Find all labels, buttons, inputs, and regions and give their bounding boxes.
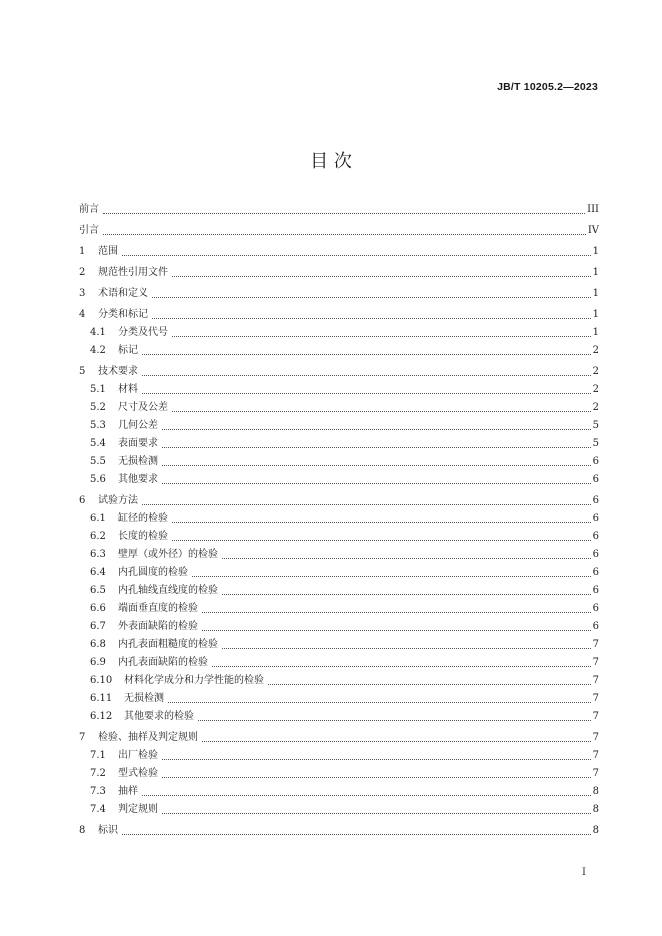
toc-entry-page: 6 (592, 513, 599, 524)
toc-entry[interactable] (79, 748, 599, 762)
dot-leader (142, 392, 591, 394)
dot-leader (103, 233, 586, 235)
toc-entry-number: 4.1 (90, 327, 106, 338)
toc-entry[interactable] (79, 454, 599, 468)
toc-entry-label: 内孔圆度的检验 (118, 567, 188, 578)
toc-entry-number: 5.3 (90, 420, 106, 431)
toc-entry-number: 4 (79, 309, 86, 320)
toc-entry[interactable] (79, 472, 599, 486)
toc-entry[interactable] (79, 364, 599, 378)
toc-entry[interactable] (79, 547, 599, 561)
toc-entry-label: 内孔表面粗糙度的检验 (118, 639, 218, 650)
dot-leader (192, 575, 591, 577)
toc-entry-number: 5.2 (90, 402, 106, 413)
toc-entry[interactable] (79, 223, 599, 237)
toc-entry[interactable] (79, 673, 599, 687)
toc-entry[interactable] (79, 511, 599, 525)
toc-entry[interactable] (79, 802, 599, 816)
dot-leader (142, 374, 591, 376)
toc-entry-number: 2 (79, 267, 86, 278)
toc-entry-label: 引言 (79, 225, 99, 236)
toc-entry[interactable] (79, 286, 599, 300)
dot-leader (268, 683, 591, 685)
toc-entry-page: 5 (592, 438, 599, 449)
dot-leader (162, 446, 591, 448)
toc-entry[interactable] (79, 709, 599, 723)
toc-entry-number: 6.5 (90, 585, 106, 596)
toc-entry-number: 7.1 (90, 750, 106, 761)
toc-entry-number: 6.7 (90, 621, 106, 632)
toc-entry[interactable] (79, 529, 599, 543)
toc-entry-page: 2 (592, 384, 599, 395)
toc-entry-label: 内孔表面缺陷的检验 (118, 657, 208, 668)
toc-entry-label: 检验、抽样及判定规则 (98, 732, 198, 743)
toc-entry-label: 型式检验 (118, 768, 158, 779)
toc-entry[interactable] (79, 583, 599, 597)
toc-entry-page: 7 (592, 693, 599, 704)
toc-entry[interactable] (79, 655, 599, 669)
toc-entry[interactable] (79, 244, 599, 258)
toc-entry-page: 7 (592, 639, 599, 650)
toc-entry-page: 5 (592, 420, 599, 431)
toc-entry-number: 5.1 (90, 384, 106, 395)
toc-entry[interactable] (79, 565, 599, 579)
toc-entry-page: 6 (592, 567, 599, 578)
toc-entry-page: 2 (592, 345, 599, 356)
toc-entry-page: III (587, 204, 599, 215)
dot-leader (172, 539, 591, 541)
toc-entry-page: 1 (592, 288, 599, 299)
toc-entry-label: 抽样 (118, 786, 138, 797)
toc-entry-number: 7 (79, 732, 86, 743)
standard-code: JB/T 10205.2—2023 (497, 81, 598, 93)
dot-leader (162, 464, 591, 466)
toc-entry[interactable] (79, 325, 599, 339)
dot-leader (222, 557, 591, 559)
toc-entry-page: 6 (592, 531, 599, 542)
toc-entry-number: 3 (79, 288, 86, 299)
toc-entry-label: 端面垂直度的检验 (118, 603, 198, 614)
toc-entry-label: 几何公差 (118, 420, 158, 431)
dot-leader (103, 212, 585, 214)
toc-entry-number: 6.10 (90, 675, 113, 686)
toc-entry-page: 1 (592, 309, 599, 320)
toc-entry-page: 1 (592, 267, 599, 278)
toc-entry-page: 8 (592, 786, 599, 797)
toc-entry-page: 6 (592, 474, 599, 485)
toc-entry-number: 6.9 (90, 657, 106, 668)
toc-entry-number: 6.2 (90, 531, 106, 542)
dot-leader (202, 629, 591, 631)
toc-entry[interactable] (79, 493, 599, 507)
toc-entry-page: 6 (592, 603, 599, 614)
toc-entry-page: 6 (592, 456, 599, 467)
toc-entry-label: 外表面缺陷的检验 (118, 621, 198, 632)
toc-entry-number: 5 (79, 366, 86, 377)
toc-entry-label: 材料化学成分和力学性能的检验 (124, 675, 264, 686)
toc-entry-label: 判定规则 (118, 804, 158, 815)
toc-entry-label: 范围 (98, 246, 118, 257)
toc-entry-page: 6 (592, 621, 599, 632)
dot-leader (162, 758, 591, 760)
toc-entry[interactable] (79, 619, 599, 633)
toc-entry[interactable] (79, 691, 599, 705)
dot-leader (162, 482, 591, 484)
toc-entry-number: 6 (79, 495, 86, 506)
dot-leader (172, 410, 591, 412)
dot-leader (142, 353, 591, 355)
dot-leader (142, 503, 591, 505)
toc-entry-label: 材料 (118, 384, 138, 395)
toc-entry-number: 7.3 (90, 786, 106, 797)
toc-entry[interactable] (79, 343, 599, 357)
toc-entry-number: 7.4 (90, 804, 106, 815)
toc-entry-number: 6.4 (90, 567, 106, 578)
toc-entry[interactable] (79, 730, 599, 744)
dot-leader (202, 740, 591, 742)
dot-leader (198, 719, 591, 721)
toc-entry-page: 7 (592, 768, 599, 779)
toc-entry[interactable] (79, 265, 599, 279)
toc-entry-label: 试验方法 (98, 495, 138, 506)
dot-leader (202, 611, 591, 613)
toc-entry[interactable] (79, 784, 599, 798)
toc-entry-label: 其他要求的检验 (124, 711, 194, 722)
toc-entry[interactable] (79, 307, 599, 321)
toc-entry-number: 1 (79, 246, 86, 257)
toc-entry-number: 6.3 (90, 549, 106, 560)
toc-entry-label: 壁厚（或外径）的检验 (118, 549, 218, 560)
toc-entry[interactable] (79, 766, 599, 780)
dot-leader (222, 647, 591, 649)
toc-entry-page: 8 (592, 825, 599, 836)
toc-entry-page: 7 (592, 711, 599, 722)
toc-entry-page: 7 (592, 750, 599, 761)
toc-entry-page: 8 (592, 804, 599, 815)
dot-leader (142, 794, 591, 796)
toc-entry-page: 7 (592, 675, 599, 686)
dot-leader (162, 776, 591, 778)
toc-entry-label: 分类及代号 (118, 327, 168, 338)
toc-entry-page: 7 (592, 732, 599, 743)
toc-entry-number: 5.5 (90, 456, 106, 467)
dot-leader (172, 275, 591, 277)
toc-entry[interactable] (79, 418, 599, 432)
toc-entry[interactable] (79, 202, 599, 216)
toc-entry[interactable] (79, 436, 599, 450)
toc-entry-label: 标记 (118, 345, 138, 356)
toc-entry[interactable] (79, 823, 599, 837)
toc-entry[interactable] (79, 637, 599, 651)
toc-entry-number: 8 (79, 825, 86, 836)
toc-entry-page: 1 (592, 327, 599, 338)
toc-entry-number: 5.6 (90, 474, 106, 485)
toc-entry-number: 7.2 (90, 768, 106, 779)
toc-entry-label: 出厂检验 (118, 750, 158, 761)
toc-entry-label: 技术要求 (98, 366, 138, 377)
toc-entry-page: 6 (592, 549, 599, 560)
dot-leader (162, 812, 591, 814)
toc-entry-label: 无损检测 (118, 456, 158, 467)
toc-entry-number: 6.1 (90, 513, 106, 524)
toc-entry-page: 6 (592, 585, 599, 596)
toc-entry-label: 术语和定义 (98, 288, 148, 299)
page-title: 目 次 (310, 151, 352, 172)
dot-leader (212, 665, 591, 667)
page-number: I (582, 867, 586, 878)
toc-entry-label: 长度的检验 (118, 531, 168, 542)
toc-entry-label: 前言 (79, 204, 99, 215)
toc-entry-number: 6.8 (90, 639, 106, 650)
dot-leader (168, 701, 591, 703)
toc-entry[interactable] (79, 382, 599, 396)
toc-entry-page: 2 (592, 366, 599, 377)
toc-entry-label: 内孔轴线直线度的检验 (118, 585, 218, 596)
toc-entry-label: 缸径的检验 (118, 513, 168, 524)
dot-leader (172, 521, 591, 523)
dot-leader (152, 296, 591, 298)
dot-leader (152, 317, 591, 319)
dot-leader (172, 335, 591, 337)
toc-entry-page: 6 (592, 495, 599, 506)
toc-entry-number: 6.11 (90, 693, 113, 704)
toc-entry[interactable] (79, 601, 599, 615)
toc-entry-page: 1 (592, 246, 599, 257)
toc-entry-page: 2 (592, 402, 599, 413)
toc-entry-label: 尺寸及公差 (118, 402, 168, 413)
toc-entry-label: 标识 (98, 825, 118, 836)
toc-entry-number: 6.6 (90, 603, 106, 614)
toc-entry-label: 其他要求 (118, 474, 158, 485)
toc-entry-number: 6.12 (90, 711, 113, 722)
dot-leader (222, 593, 591, 595)
toc-entry-label: 规范性引用文件 (98, 267, 168, 278)
dot-leader (162, 428, 591, 430)
toc-entry-label: 分类和标记 (98, 309, 148, 320)
toc-entry-label: 无损检测 (124, 693, 164, 704)
toc-entry[interactable] (79, 400, 599, 414)
dot-leader (122, 833, 591, 835)
dot-leader (122, 254, 591, 256)
toc-entry-page: 7 (592, 657, 599, 668)
toc-entry-label: 表面要求 (118, 438, 158, 449)
toc-entry-page: IV (587, 225, 599, 236)
toc-entry-number: 4.2 (90, 345, 106, 356)
toc-entry-number: 5.4 (90, 438, 106, 449)
